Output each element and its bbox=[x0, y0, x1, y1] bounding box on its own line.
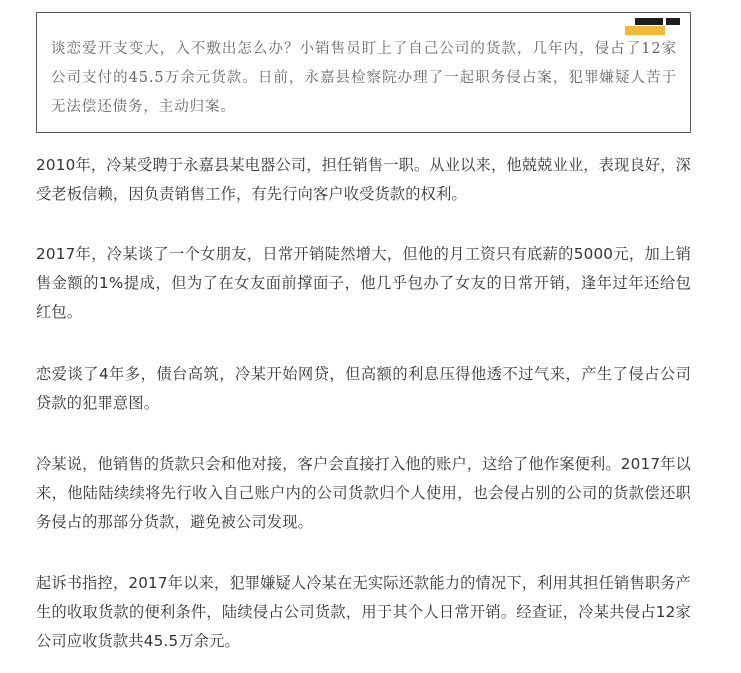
yellow-bar-decoration bbox=[625, 26, 665, 35]
summary-text: 谈恋爱开支变大，入不敷出怎么办？小销售员盯上了自己公司的货款，几年内，侵占了12家公司支付的45.5万余元货款。日前，永嘉县检察院办理了一起职务侵占案，犯罪嫌疑人苦于无法偿还债务，主动归案。 bbox=[51, 41, 677, 115]
black-bar-decoration bbox=[635, 18, 663, 25]
article-paragraph-3: 恋爱谈了4年多，债台高筑，冷某开始网贷，但高额的利息压得他透不过气来，产生了侵占公司贷款的犯罪意图。 bbox=[36, 365, 691, 412]
article-paragraph-5: 起诉书指控，2017年以来，犯罪嫌疑人冷某在无实际还款能力的情况下，利用其担任销售职务产生的收取货款的便利条件，陆续侵占公司货款，用于其个人日常开销。经查证，冷某共侵占12家公司应收货款共45.5万余元。 bbox=[36, 574, 691, 650]
black-dash-decoration bbox=[666, 18, 680, 25]
article-paragraph-1: 2010年，冷某受聘于永嘉县某电器公司，担任销售一职。从业以来，他兢兢业业，表现良好，深受老板信赖，因负责销售工作，有先行向客户收受货款的权利。 bbox=[36, 156, 691, 203]
summary-box bbox=[36, 12, 691, 133]
article-paragraph-4: 冷某说，他销售的货款只会和他对接，客户会直接打入他的账户，这给了他作案便利。2017年以来，他陆陆续续将先行收入自己账户内的公司货款归个人使用，也会侵占别的公司的货款偿还职务侵占的那部分货款，避免被公司发现。 bbox=[36, 455, 691, 531]
article-paragraph-2: 2017年，冷某谈了一个女朋友，日常开销陡然增大，但他的月工资只有底薪的5000元，加上销售金额的1%提成，但为了在女友面前撑面子，他几乎包办了女友的日常开销，逢年过年还给包红包。 bbox=[36, 245, 691, 321]
